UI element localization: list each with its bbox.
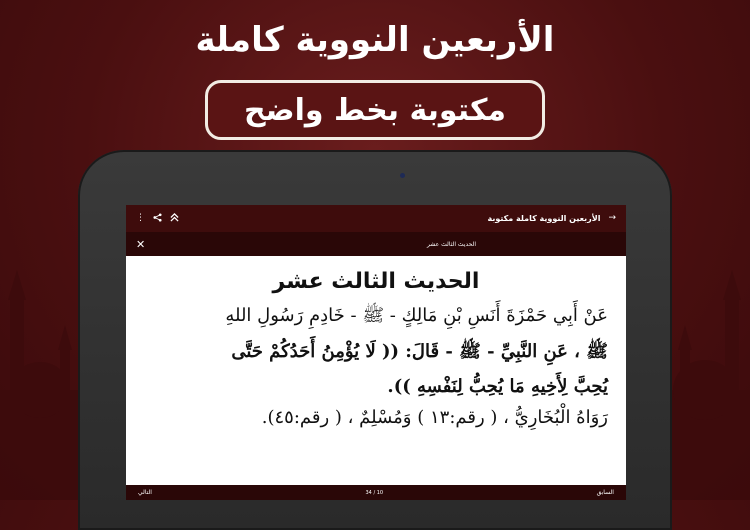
camera-dot (400, 173, 405, 178)
subbar-title: الحديث الثالث عشر (427, 240, 476, 248)
close-icon[interactable]: ✕ (136, 237, 146, 251)
hadith-title: الحديث الثالث عشر (272, 269, 480, 294)
hadith-content (144, 263, 608, 428)
next-button[interactable]: التالي (138, 489, 152, 496)
hadith-line-4: رَوَاهُ الْبُخَارِيُّ ، ( رقم:١٣ ) وَمُسْلِمٌ ، ( رقم:٤٥). (261, 407, 608, 428)
promo-subheadline-pill (205, 80, 545, 140)
menu-dots-icon[interactable]: ⋮ (136, 213, 145, 223)
hadith-line-2: ﷺ ، عَنِ النَّبِيِّ - ﷺ - قَالَ: (( لَا يُؤْمِنُ أَحَدُكُمْ حَتَّى (231, 341, 608, 362)
share-icon[interactable] (153, 213, 162, 225)
back-arrow-icon[interactable]: → (608, 213, 616, 223)
app-screen (126, 205, 626, 500)
promo-headline: الأربعين النووية كاملة (195, 20, 555, 60)
bottom-nav-bar (126, 485, 626, 500)
hadith-line-1: عَنْ أَبِي حَمْزَةَ أَنَسِ بْنِ مَالِكٍ - ﷺ - خَادِمِ رَسُولِ اللهِ (225, 305, 608, 326)
prev-button[interactable]: السابق (596, 489, 614, 496)
app-title: الأربعين النووية كاملة مكتوبة (487, 214, 601, 223)
page-indicator: 34 / 10 (365, 489, 384, 496)
promo-subheadline: مكتوبة بخط واضح (244, 92, 506, 128)
hadith-title-bar (126, 232, 626, 256)
app-bar (126, 205, 626, 232)
hadith-line-3: يُحِبَّ لِأَخِيهِ مَا يُحِبُّ لِنَفْسِهِ )). (387, 376, 608, 397)
collapse-icon[interactable] (170, 213, 179, 225)
